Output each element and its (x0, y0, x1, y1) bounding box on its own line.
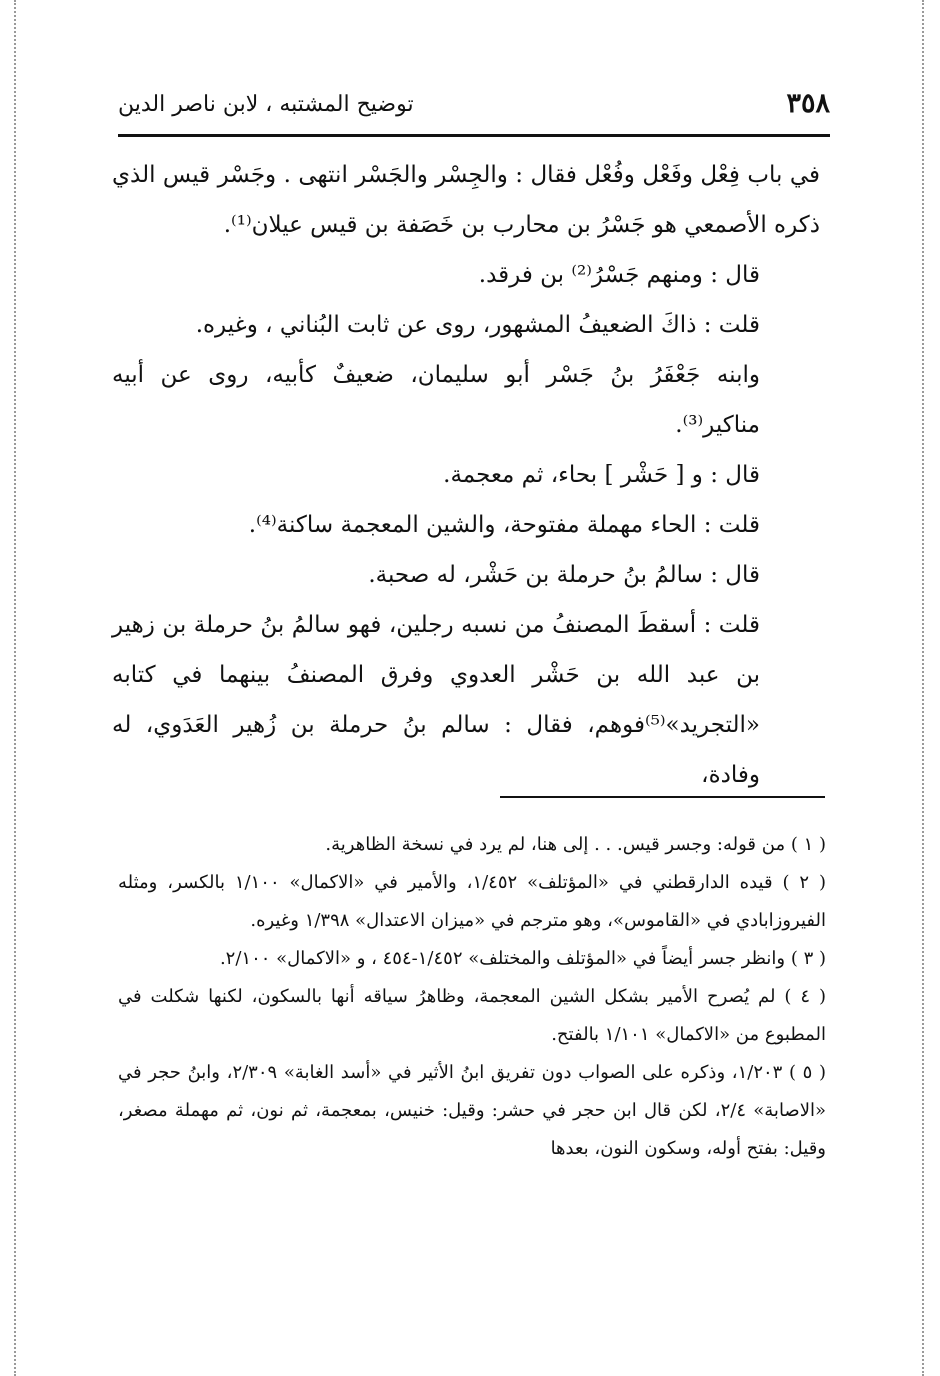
header-rule (118, 134, 830, 137)
footnote-separator (500, 796, 825, 798)
paragraph: قال : سالمُ بنُ حرملة بن حَشْر، له صحبة. (368, 562, 760, 588)
paragraph: قال : و [ حَشْر ] بحاء، ثم معجمة. (443, 462, 760, 488)
page-number: ٣٥٨ (786, 88, 830, 119)
page-header (118, 86, 830, 130)
footnote: ( ١ ) من قوله: وجسر قيس. . . إلى هنا، لم يرد في نسخة الظاهرية. (325, 834, 826, 855)
paragraph: قلت : ذاكَ الضعيفُ المشهور، روى عن ثابت البُناني ، وغيره. (195, 312, 760, 338)
paragraph: في باب فِعْل وفَعْل وفُعْل فقال : والجِسْر والجَسْر انتهى . وجَسْر قيس الذي ذكره الأصمعي هو جَسْرُ بن محارب بن خَصَفة بن قيس عيلان⁽¹⁾. (112, 162, 820, 238)
footnotes (118, 826, 826, 1168)
footnote: ( ٣ ) وانظر جسر أيضاً في «المؤتلف والمختلف» ١/٤٥٢-٤٥٤ ، و «الاكمال» ٢/١٠٠. (219, 948, 826, 969)
running-title: توضيح المشتبه ، لابن ناصر الدين (118, 92, 414, 117)
paragraph: قلت : الحاء مهملة مفتوحة، والشين المعجمة ساكنة⁽⁴⁾. (248, 512, 760, 538)
footnote: ( ٥ ) ١/٢٠٣، وذكره على الصواب دون تفريق ابنُ الأثير في «أسد الغابة» ٢/٣٠٩، وابنُ حجر في «الاصابة» ٢/٤، لكن قال ابن حجر في حشر: وقيل: خنيس، بمعجمة، ثم نون، ثم مهملة مصغر، وقيل: بفتح أوله، وسكون النون، بعدها (118, 1062, 826, 1159)
paragraph: وابنه جَعْفَرُ بنُ جَسْر أبو سليمان، ضعيفٌ كأبيه، روى عن أبيه مناكير⁽³⁾. (112, 362, 761, 438)
footnote: ( ٤ ) لم يُصرح الأمير بشكل الشين المعجمة، وظاهرُ سياقه أنها بالسكون، لكنها شكلت في المطبوع من «الاكمال» ١/١٠١ بالفتح. (118, 986, 826, 1045)
paragraph: قال : ومنهم جَسْرُ⁽²⁾ بن فرقد. (478, 262, 760, 288)
footnote: ( ٢ ) قيده الدارقطني في «المؤتلف» ١/٤٥٢، والأمير في «الاكمال» ١/١٠٠ بالكسر، ومثله الفيروزابادي في «القاموس»، وهو مترجم في «ميزان الاعتدال» ١/٣٩٨ وغيره. (118, 872, 826, 931)
paragraph: قلت : أسقطَ المصنفُ من نسبه رجلين، فهو سالمُ بنُ حرملة بن زهير بن عبد الله بن حَشْر العدوي وفرق المصنفُ بينهما في كتابه «التجريد»⁽⁵⁾فوهم، فقال : سالم بنُ حرملة بن زُهير العَدَوي، له وفادة، (112, 612, 760, 788)
main-text (112, 150, 820, 800)
